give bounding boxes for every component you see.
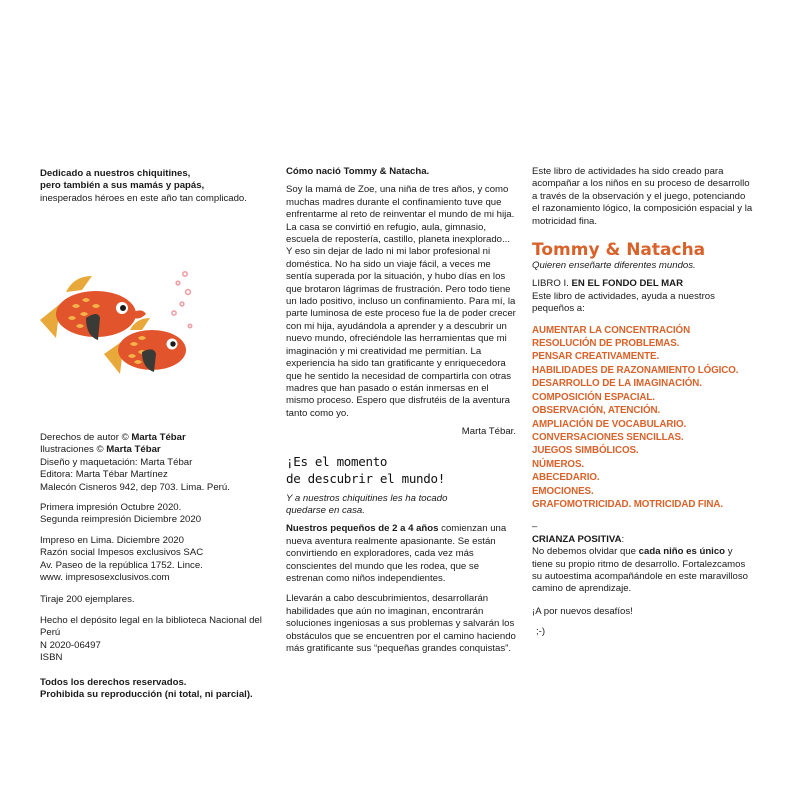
dash-separator: –: [532, 521, 538, 533]
isbn-line: ISBN: [40, 652, 63, 664]
skill-item: DESARROLLO DE LA IMAGINACIÓN.: [532, 378, 702, 390]
bubble: [176, 281, 180, 285]
illustrations-line: [40, 444, 270, 456]
book-title: Tommy & Natacha: [532, 240, 706, 261]
skill-item: NÚMEROS.: [532, 458, 584, 470]
illustrations-name: Marta Tébar: [106, 444, 161, 456]
crianza-text-a: No debemos olvidar que: [532, 546, 639, 558]
skill-item: RESOLUCIÓN DE PROBLEMAS.: [532, 338, 680, 350]
company-line: Razón social Impesos exclusivos SAC: [40, 547, 204, 559]
design-line: Diseño y maquetación: Marta Tébar: [40, 456, 193, 468]
address-line: Malecón Cisneros 942, dep 703. Lima. Perú.: [40, 481, 230, 493]
story-signature: Marta Tébar.: [461, 426, 516, 438]
skill-item: EMOCIONES.: [532, 485, 594, 497]
skill-item: AMPLIACIÓN DE VOCABULARIO.: [532, 418, 687, 430]
book-help: Este libro de actividades, ayuda a nuestros pequeños a:: [532, 290, 715, 315]
bubble: [180, 302, 184, 306]
age-range-bold: Nuestros pequeños de 2 a 4 años: [286, 523, 439, 535]
skill-item: GRAFOMOTRICIDAD. MOTRICIDAD FINA.: [532, 498, 723, 510]
paragraph-2-text: comienzan una nueva aventura realmente apasionante. Se están convirtiendo en exploradores, cada vez más conscientes del mundo que les rodea, que se estrenan como niños independientes.: [286, 523, 507, 584]
handwritten-line-2: de descubrir el mundo!: [286, 470, 445, 486]
skill-item: AUMENTAR LA CONCENTRACIÓN: [532, 324, 691, 336]
book-label: LIBRO I.: [532, 278, 572, 290]
editor-line: Editora: Marta Tébar Martínez: [40, 469, 168, 481]
dedication-line-3: inesperados héroes en este año tan complicado.: [40, 192, 247, 204]
story-paragraph-3: Llevarán a cabo descubrimientos, desarrollarán habilidades que aún no imaginan, encontrarán soluciones ingeniosas a sus problemas y salvarán los obstáculos que se encuentren por el camino haciendo más gratificante sus “pequeñas grandes conquistas”.: [286, 593, 516, 654]
bubble: [186, 290, 191, 295]
closing-line: ¡A por nuevos desafíos!: [532, 605, 633, 617]
italic-note: Y a nuestros chiquitines les ha tocado quedarse en casa.: [286, 492, 448, 516]
skill-item: HABILIDADES DE RAZONAMIENTO LÓGICO.: [532, 364, 739, 376]
story-body: Soy la mamá de Zoe, una niña de tres años, y como muchas madres durante el confinamiento tuve que enfrentarme al reto de reinventar el mundo de mi hija. La casa se convirtió en refugio, aula, gimnasio, escuela de repostería, castillo, planeta inexplorado... Y eso sin dejar de lado ni mi labor profesional ni doméstica. No ha sido un viaje fácil, a veces me sentía superada por la situación, y hubo días en los que brotaron lágrimas de frustración. Pero todo tiene un lado positivo, incluso un confinamiento. Para mí, la parte luminosa de este proceso fue la de poder crecer con mi hija, ayudándola a aprender y a descubrir un nuevo mundo, ofreciéndole las herramientas que mi imaginación y mi creatividad me permitían. La experiencia ha sido tan gratificante y enriquecedora que he sentido la necesidad de compartirla con otras madres que han pasado o están inmersas en el mismo proceso. Espero que disfrutéis de la aventura tanto como yo.: [286, 184, 516, 419]
skill-item: ABECEDARIO.: [532, 472, 600, 484]
bubble: [188, 324, 191, 327]
book-subtitle: Quieren enseñarte diferentes mundos.: [532, 260, 696, 272]
skill-item: COMPOSICIÓN ESPACIAL.: [532, 391, 655, 403]
crianza-label: CRIANZA POSITIVA: [532, 533, 622, 545]
bubble: [172, 311, 176, 315]
skills-list: [532, 324, 754, 512]
legal-deposit-line: Hecho el depósito legal en la biblioteca Nacional del Perú: [40, 614, 262, 639]
crianza-text-bold: cada niño es único: [638, 546, 726, 558]
copyright-line: [40, 432, 270, 444]
book-name: EN EL FONDO DEL MAR: [571, 278, 684, 290]
bubbles-group: [172, 272, 192, 328]
legal-number-line: N 2020-06497: [40, 639, 101, 651]
skill-item: CONVERSACIONES SENCILLAS.: [532, 431, 684, 443]
fish-illustration: [38, 262, 198, 384]
skill-item: JUEGOS SIMBÓLICOS.: [532, 445, 639, 457]
dedication-line-2: pero también a sus mamás y papás,: [40, 180, 205, 192]
story-column: [286, 166, 516, 655]
credits-block: [40, 432, 270, 701]
first-edition-line: Primera impresión Octubre 2020.: [40, 502, 182, 514]
copyright-label: Derechos de autor ©: [40, 432, 132, 443]
smiley: ;-): [536, 626, 546, 638]
handwritten-line-1: ¡Es el momento: [286, 453, 388, 469]
copyright-name: Marta Tébar: [131, 432, 186, 443]
skill-item: PENSAR CREATIVAMENTE.: [532, 351, 660, 363]
book-name-line: [532, 278, 754, 290]
story-heading: Cómo nació Tommy & Natacha.: [286, 166, 430, 177]
illustrations-label: Ilustraciones ©: [40, 444, 107, 456]
bubble: [183, 272, 187, 276]
dedication-line-1: Dedicado a nuestros chiquitines,: [40, 168, 191, 179]
book-intro: Este libro de actividades ha sido creado para acompañar a los niños en su proceso de desarrollo a través de la observación y el juego, potenciando el razonamiento lógico, la composición espacial y la motricidad fina.: [532, 166, 753, 227]
crianza-heading: [532, 534, 754, 546]
fish-1: [40, 276, 146, 340]
printed-line: Impreso en Lima. Diciembre 2020: [40, 534, 184, 546]
crianza-text: [532, 546, 754, 596]
skill-item: OBSERVACIÓN, ATENCIÓN.: [532, 405, 661, 417]
book-column: [532, 166, 754, 639]
rights-line-2: Prohibida su reproducción (ni total, ni parcial).: [40, 688, 253, 700]
reprint-line: Segunda reimpresión Diciembre 2020: [40, 514, 202, 526]
dedication-column: [40, 168, 260, 205]
story-paragraph-2: [286, 523, 516, 585]
crianza-colon: :: [621, 533, 625, 545]
rights-line-1: Todos los derechos reservados.: [40, 676, 187, 688]
crianza-text-c: y tiene su propio ritmo de desarrollo. Fortalezcamos su autoestima acompañándole en este maravilloso camino de aprendizaje.: [532, 546, 748, 595]
company-address-line: Av. Paseo de la república 1752. Lince.: [40, 559, 203, 571]
print-run-line: Tiraje 200 ejemplares.: [40, 594, 135, 606]
website-line: www. impresosexclusivos.com: [40, 572, 170, 584]
